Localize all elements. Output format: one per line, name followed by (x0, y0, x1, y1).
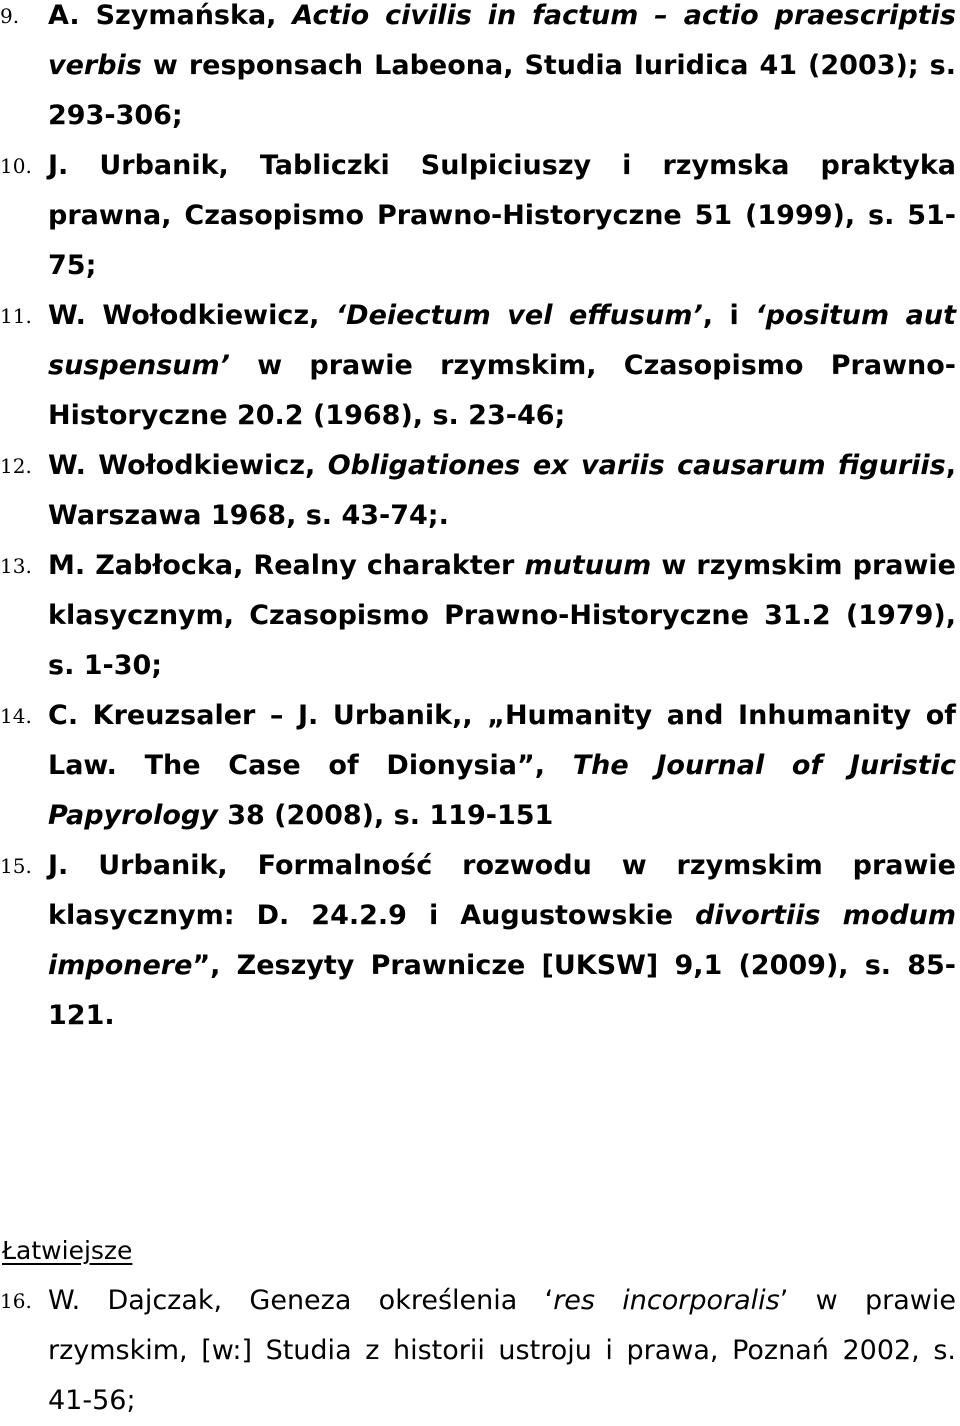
section-heading: Łatwiejsze (2, 1236, 133, 1265)
entry-number: 10. (0, 154, 32, 178)
entry-text (48, 141, 956, 291)
entry-text-segment: w prawie rzymskim, Czasopismo Prawno-Historyczne 20.2 (1968), s. 23-46; (48, 350, 956, 431)
entry-text-segment: J. Urbanik, Formalność rozwodu w rzymskim prawie klasycznym: D. 24.2.9 i Augustowskie (48, 850, 956, 931)
entry-text (48, 541, 956, 691)
entry-number: 11. (0, 304, 32, 328)
entry-text-segment: M. Zabłocka, Realny charakter (48, 550, 525, 581)
entry-number: 13. (0, 554, 32, 578)
entry-text-segment: A. Szymańska, (48, 0, 293, 31)
bibliography-entry (0, 141, 960, 291)
entry-text-segment: W. Wołodkiewicz, (48, 300, 336, 331)
entry-number: 16. (0, 1289, 32, 1313)
entry-text (48, 0, 956, 141)
bibliography-entry (0, 291, 960, 441)
bibliography-entry (0, 441, 960, 541)
entry-text (48, 1276, 956, 1426)
entry-text-segment: W. Dajczak, Geneza określenia ‘ (48, 1285, 554, 1316)
entry-text-segment: 38 (2008), s. 119-151 (217, 800, 554, 831)
entry-title-italic: ‘positum aut suspensum’ (48, 300, 956, 381)
entry-text-segment: w rzymskim prawie klasycznym, Czasopismo Prawno-Historyczne 31.2 (1979), s. 1-30; (48, 550, 956, 681)
entry-title-italic: ‘Deiectum vel effusum’ (335, 300, 703, 331)
entry-title-italic: The Journal of Juristic Papyrology (48, 750, 956, 831)
bibliography-entry (0, 0, 960, 141)
entry-text (48, 841, 956, 1041)
entry-title-italic: Obligationes ex variis causarum figuriis (327, 450, 946, 481)
entry-text-segment: ”, Zeszyty Prawnicze [UKSW] 9,1 (2009), s. 85-121. (48, 950, 956, 1031)
entry-title-italic: res incorporalis (553, 1285, 780, 1316)
entry-text-segment: W. Wołodkiewicz, (48, 450, 328, 481)
entry-title-italic: mutuum (524, 550, 652, 581)
entry-number: 9. (0, 4, 20, 28)
entry-text (48, 291, 956, 441)
bibliography-entry (0, 1276, 960, 1426)
bibliography-entry (0, 691, 960, 841)
entry-title-italic: Actio civilis in factum – actio praescriptis verbis (48, 0, 956, 81)
entry-text-segment: w responsach Labeona, Studia Iuridica 41 (2003); s. 293-306; (48, 50, 956, 131)
entry-text-segment: , Warszawa 1968, s. 43-74;. (48, 450, 956, 531)
entry-text-segment: ’ w prawie rzymskim, [w:] Studia z historii ustroju i prawa, Poznań 2002, s. 41-56; (48, 1285, 956, 1416)
entry-title-italic: divortiis modum imponere (48, 900, 956, 981)
entry-text-segment: J. Urbanik, Tabliczki Sulpiciuszy i rzymska praktyka prawna, Czasopismo Prawno-Historyczne 51 (1999), s. 51-75; (48, 150, 956, 281)
bibliography-entry (0, 541, 960, 691)
entry-text (48, 691, 956, 841)
entry-text (48, 441, 956, 541)
entry-text-segment: , i (702, 300, 756, 331)
entry-number: 15. (0, 854, 32, 878)
entry-number: 12. (0, 454, 32, 478)
entry-number: 14. (0, 704, 32, 728)
bibliography-entry (0, 841, 960, 1041)
entry-text-segment: C. Kreuzsaler – J. Urbanik,, „Humanity and Inhumanity of Law. The Case of Dionysia”, (48, 700, 956, 781)
